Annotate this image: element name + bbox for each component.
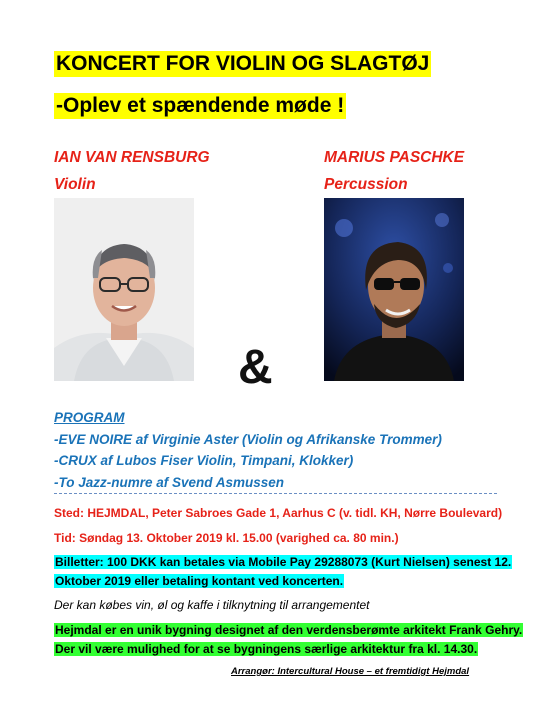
tickets-line: Oktober 2019 eller betaling kontant ved koncerten. <box>55 574 344 588</box>
percussionist-photo <box>324 198 464 381</box>
program-section <box>54 407 442 493</box>
artist-violin-name: IAN VAN RENSBURG <box>54 149 210 166</box>
poster-title: KONCERT FOR VIOLIN OG SLAGTØJ <box>56 52 430 75</box>
tickets-line: Billetter: 100 DKK kan betales via Mobile Pay 29288073 (Kurt Nielsen) senest 12. <box>55 555 512 569</box>
time-text: Tid: Søndag 13. Oktober 2019 kl. 15.00 (varighed ca. 80 min.) <box>54 531 399 545</box>
building-info <box>54 621 523 659</box>
program-item: -CRUX af Lubos Fiser Violin, Timpani, Klokker) <box>54 453 354 468</box>
venue-text: Sted: HEJMDAL, Peter Sabroes Gade 1, Aarhus C (v. tidl. KH, Nørre Boulevard) <box>54 506 503 520</box>
program-item: -EVE NOIRE af Virginie Aster (Violin og Afrikanske Trommer) <box>54 431 442 447</box>
artist-percussion-instrument: Percussion <box>324 176 408 193</box>
tickets-info <box>54 553 512 591</box>
program-item: -To Jazz-numre af Svend Asmussen <box>54 474 285 490</box>
artist-violin <box>54 144 210 198</box>
artist-percussion <box>324 144 464 198</box>
refreshments-text: Der kan købes vin, øl og kaffe i tilknytning til arrangementet <box>54 598 370 612</box>
organizer-text: Arrangør: Intercultural House – et fremtidigt Hejmdal <box>231 666 470 677</box>
divider <box>54 493 497 494</box>
program-heading: PROGRAM <box>54 410 125 425</box>
building-line: Der vil være mulighed for at se bygningens særlige arkitektur fra kl. 14.30. <box>55 642 478 656</box>
poster-subtitle: -Oplev et spændende møde ! <box>56 94 345 117</box>
artist-percussion-name: MARIUS PASCHKE <box>324 149 465 166</box>
violinist-photo <box>54 198 194 381</box>
building-line: Hejmdal er en unik bygning designet af den verdensberømte arkitekt Frank Gehry. <box>55 623 523 637</box>
artist-violin-instrument: Violin <box>54 176 96 193</box>
ampersand: & <box>238 341 273 394</box>
